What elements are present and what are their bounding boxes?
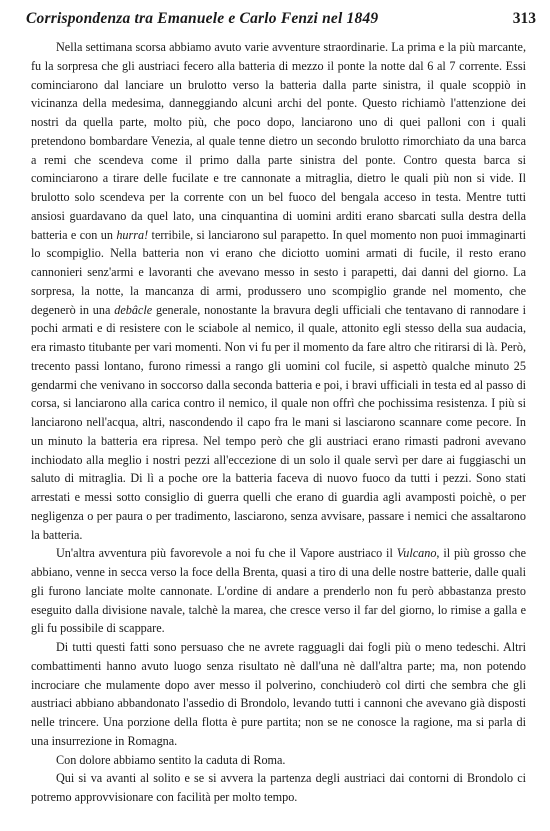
italic-term: Vulcano	[396, 546, 437, 561]
italic-term: debâcle	[114, 302, 153, 317]
body-paragraph: Con dolore abbiamo sentito la caduta di Roma.	[56, 752, 286, 767]
page-number: 313	[512, 10, 536, 27]
body-paragraph: Qui si va avanti al solito e se si avvera la partenza degli austriaci dai contorni di Brondolo ci potremo approvvisionare con facilità per molto tempo.	[31, 771, 526, 804]
header-title: Corrispondenza tra Emanuele e Carlo Fenzi nel 1849	[26, 10, 379, 27]
body-paragraph: Nella settimana scorsa abbiamo avuto varie avventure straordinarie. La prima e la più marcante, fu la sorpresa che gli austriaci fecero alla batteria di mezzo il ponte la notte dal 6 al 7 corrente. Essi cominciarono dal lanciare un brulotto verso la batteria dalla parte sinistra, il quale scoppiò in vicinanza della medesima, danneggiando alcuni archi del ponte. Questo richiamò l'attenzione dei nostri da quella parte, molto più, che poco dopo, lanciarono uno di quei palloni con i quali pretendono bombardare Venezia, al quale tenne dietro un secondo brulotto rimorchiato da una barca a remi che scendeva come il primo dalla parte sinistra del ponte. Contro questa barca si cominciarono a tirare delle fucilate e tre cannonate a mitraglia, dietro le quali più non si vide. Il brulotto solo scendeva per la corrente con un bel fuoco del bengala acceso in testa. Mentre tutti ansiosi guardavano da quel lato, una cinquantina di uomini arditi erano sbarcati sulla destra della batteria e con un hurra! terribile, si lanciarono sul parapetto. In quel momento non puoi immaginarti lo scompiglio. Nella batteria non vi erano che diciotto uomini armati di fucile, il resto erano cannonieri senz'armi e lavoranti che avevano messo in sesto i parapetti, dai danni del giorno. La sorpresa, la notte, la mancanza di armi, produssero uno scompiglio grande nel momento, che degenerò in una debâcle generale, nonostante la bravura degli ufficiali che tentavano di rannodare i pochi armati e di resistere con le sciabole al nemico, il quale, attonito egli stesso della sua audacia, era rimasto titubante per vari momenti. Non vi fu per il momento da fare altro che ritirarsi di là. Però, trecento passi lontano, furono rimessi a rango gli uomini col fucile, si aspettò qualche minuto 25 gendarmi che venivano in soccorso dalla seconda batteria e poi, i bravi ufficiali in testa ed al passo di corsa, si lanciarono alla carica contro il nemico, il quale non offrì che pochissima resistenza. I più si lanciarono nell'acqua, altri, nascondendo il capo fra le mani si lasciarono scannare come pecore. In un minuto la batteria era ripresa. Nel tempo però che gli austriaci erano rimasti padroni avevano inchiodato alla meglio i nostri pezzi all'eccezione di un solo il quale servì per dare ai fuggiaschi un saluto di mitraglia. Di lì a poche ore la batteria faceva di nuovo fuoco da tutti i pezzi. Sono stati arrestati e messi sotto consiglio di guerra quelli che erano di guardia agli avamposti poichè, o per negligenza o per paura o per tradimento, lasciarono, senza avvisare, passare i nemici che assaltarono la batteria.	[31, 40, 527, 542]
italic-term: hurra!	[116, 227, 149, 242]
letter-body	[31, 38, 526, 807]
running-header	[26, 10, 536, 34]
body-paragraph: Di tutti questi fatti sono persuaso che ne avrete ragguagli dai fogli più o meno tedeschi. Altri combattimenti hanno avuto luogo senza risultato nè dall'una nè dall'altra parte; ma, non potendo incrociare che mulamente dopo aver messo il polverino, conchiuderò col dirti che sembra che gli austriaci abbiano abbandonato l'assedio di Brondolo, levando tutti i cannoni che avevano già disposti nelle trincere. Una porzione della flotta è pure partita; non se ne conosce la ragione, ma si parla di una insurrezione in Romagna.	[31, 640, 526, 748]
body-paragraph: Un'altra avventura più favorevole a noi fu che il Vapore austriaco il Vulcano, il più grosso che abbiano, venne in secca verso la foce della Brenta, quasi a tiro di una delle nostre batterie, dalle quali gli furono lanciate molte cannonate. L'ordine di andare a prenderlo non fu però abbastanza presto eseguito dalla divisione navale, talchè la marea, che cresce verso il far del giorno, lo rimise a galla e gli fu possibile di scappare.	[31, 546, 527, 636]
